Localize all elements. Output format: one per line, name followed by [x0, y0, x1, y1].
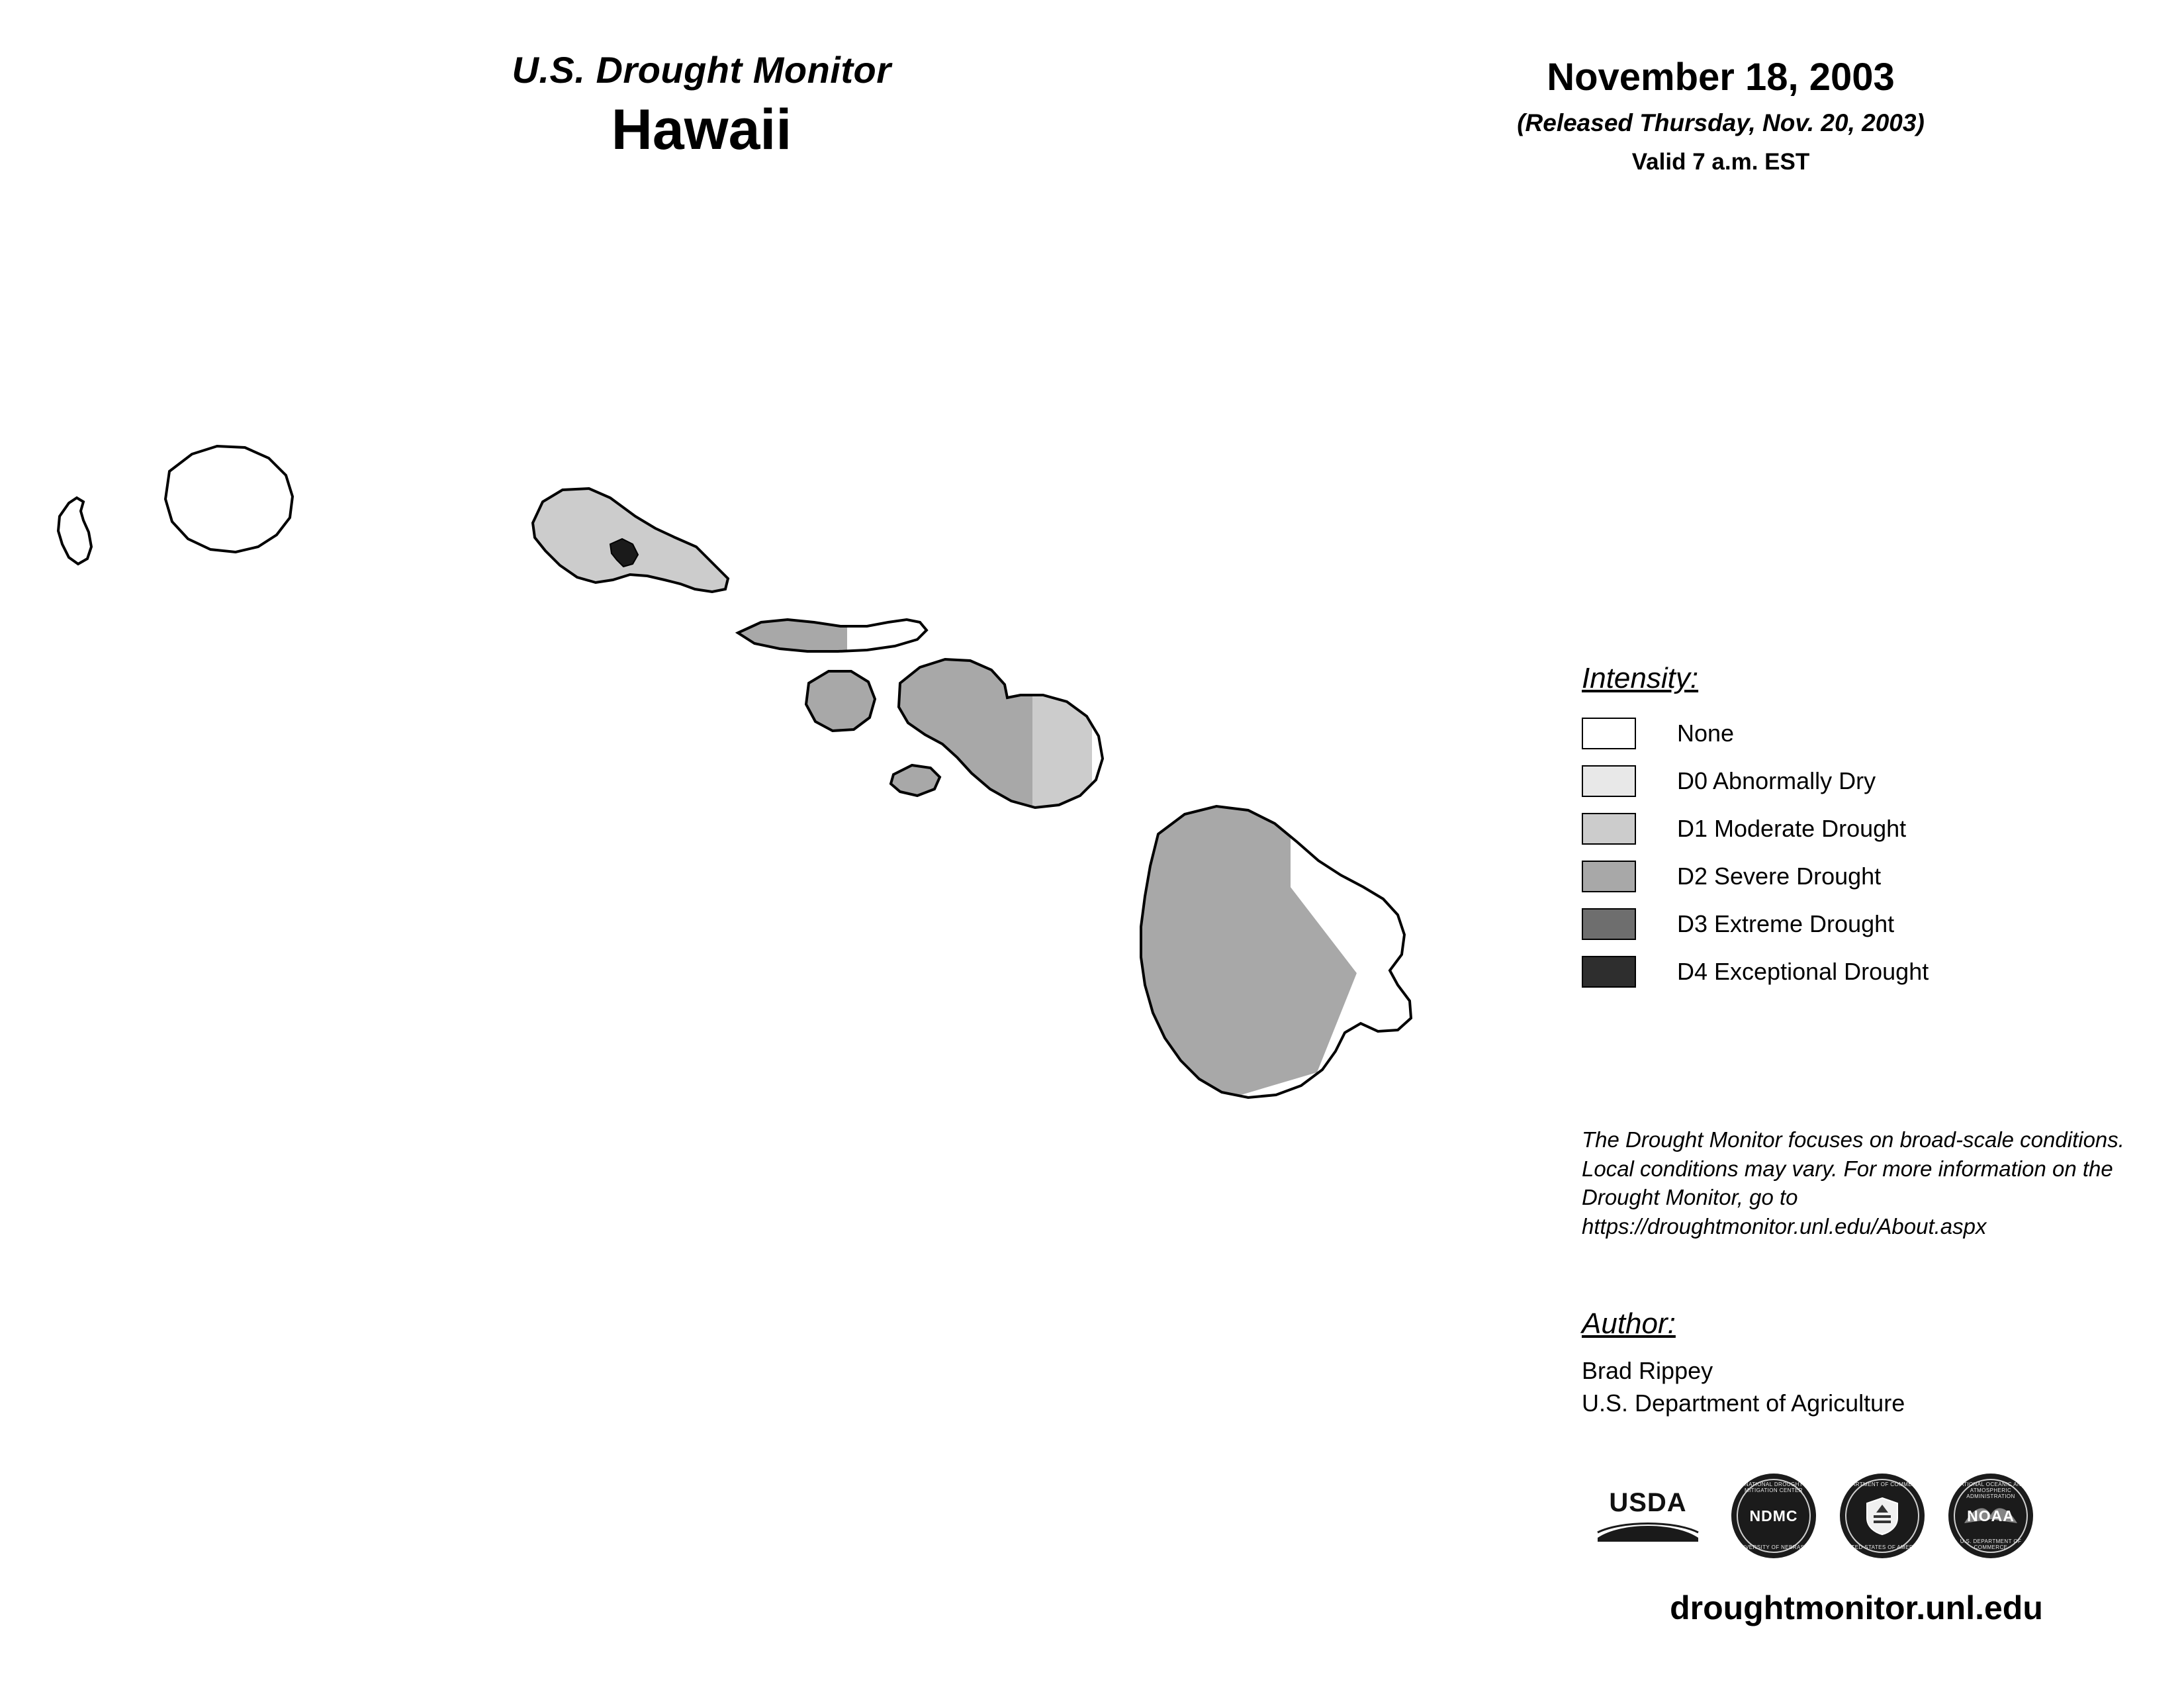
author-name: Brad Rippey: [1582, 1357, 1713, 1384]
legend-item-d4: [1582, 948, 2164, 996]
legend-label-d2: D2 Severe Drought: [1677, 863, 1882, 890]
legend-item-d3: [1582, 900, 2164, 948]
usdc-logo-micro-bottom: UNITED STATES OF AMERICA: [1841, 1544, 1923, 1550]
author-block: [1582, 1307, 2177, 1419]
legend-item-d0: [1582, 757, 2164, 805]
ndmc-logo-label: NDMC: [1749, 1507, 1798, 1524]
ndmc-logo: [1731, 1474, 1816, 1558]
legend-item-d2: [1582, 853, 2164, 900]
noaa-logo-micro-top: NATIONAL OCEANIC AND ATMOSPHERIC ADMINISTRATION: [1956, 1481, 2026, 1499]
legend-swatch-d2: [1582, 861, 1636, 892]
footer-url[interactable]: droughtmonitor.unl.edu: [1670, 1589, 2043, 1626]
valid-date: November 18, 2003: [1547, 56, 1895, 99]
legend-heading: Intensity:: [1582, 662, 1699, 694]
legend-label-d1: D1 Moderate Drought: [1677, 815, 1907, 842]
region-title: Hawaii: [611, 97, 792, 162]
island-kauai: [165, 446, 293, 552]
ndmc-logo-micro-top: NATIONAL DROUGHT MITIGATION CENTER: [1744, 1481, 1803, 1493]
logo-row: [1588, 1466, 2171, 1566]
legend-item-none: [1582, 710, 2164, 757]
page-title: U.S. Drought Monitor: [512, 49, 891, 91]
island-oahu: [503, 463, 781, 622]
legend-swatch-d1: [1582, 813, 1636, 845]
noaa-logo-label: NOAA: [1967, 1507, 2015, 1524]
legend-label-d3: D3 Extreme Drought: [1677, 910, 1895, 937]
header-title-block: [371, 50, 1032, 162]
release-date: (Released Thursday, Nov. 20, 2003): [1517, 109, 1925, 136]
island-molokai: [728, 609, 946, 669]
legend-swatch-d4: [1582, 956, 1636, 988]
header-date-block: [1390, 56, 2052, 175]
island-maui: [887, 649, 1171, 821]
legend-label-none: None: [1677, 720, 1735, 747]
island-kahoolawe: [891, 765, 940, 796]
author-affiliation: U.S. Department of Agriculture: [1582, 1389, 1905, 1417]
legend-swatch-d3: [1582, 908, 1636, 940]
ndmc-logo-micro-bottom: UNIVERSITY OF NEBRASKA: [1735, 1544, 1812, 1550]
author-heading: Author:: [1582, 1307, 1676, 1340]
usda-logo: [1588, 1479, 1707, 1552]
noaa-logo: [1948, 1474, 2033, 1558]
legend-label-d4: D4 Exceptional Drought: [1677, 958, 1929, 985]
legend-item-d1: [1582, 805, 2164, 853]
usdc-logo-micro-top: DEPARTMENT OF COMMERCE: [1840, 1481, 1925, 1487]
island-niihau: [58, 498, 91, 564]
hawaii-drought-map: [40, 424, 1562, 1470]
legend-swatch-d0: [1582, 765, 1636, 797]
valid-time: Valid 7 a.m. EST: [1631, 148, 1810, 175]
island-hawaii-big-island: [1138, 794, 1443, 1125]
legend-label-d0: D0 Abnormally Dry: [1677, 767, 1876, 794]
legend-panel: [1582, 662, 2164, 996]
island-lanai: [806, 671, 875, 731]
usda-swoosh-icon: [1595, 1518, 1701, 1544]
legend-swatch-none: [1582, 718, 1636, 749]
usdc-logo-ring: [1845, 1479, 1919, 1553]
disclaimer-text: The Drought Monitor focuses on broad-scale conditions. Local conditions may vary. For more information on the Drought Monitor, go to https://droughtmonitor.unl.edu/About.aspx: [1582, 1127, 2124, 1239]
usdc-logo: [1840, 1474, 1925, 1558]
usda-logo-label: USDA: [1609, 1487, 1687, 1517]
noaa-logo-micro-bottom: U.S. DEPARTMENT OF COMMERCE: [1960, 1538, 2022, 1550]
